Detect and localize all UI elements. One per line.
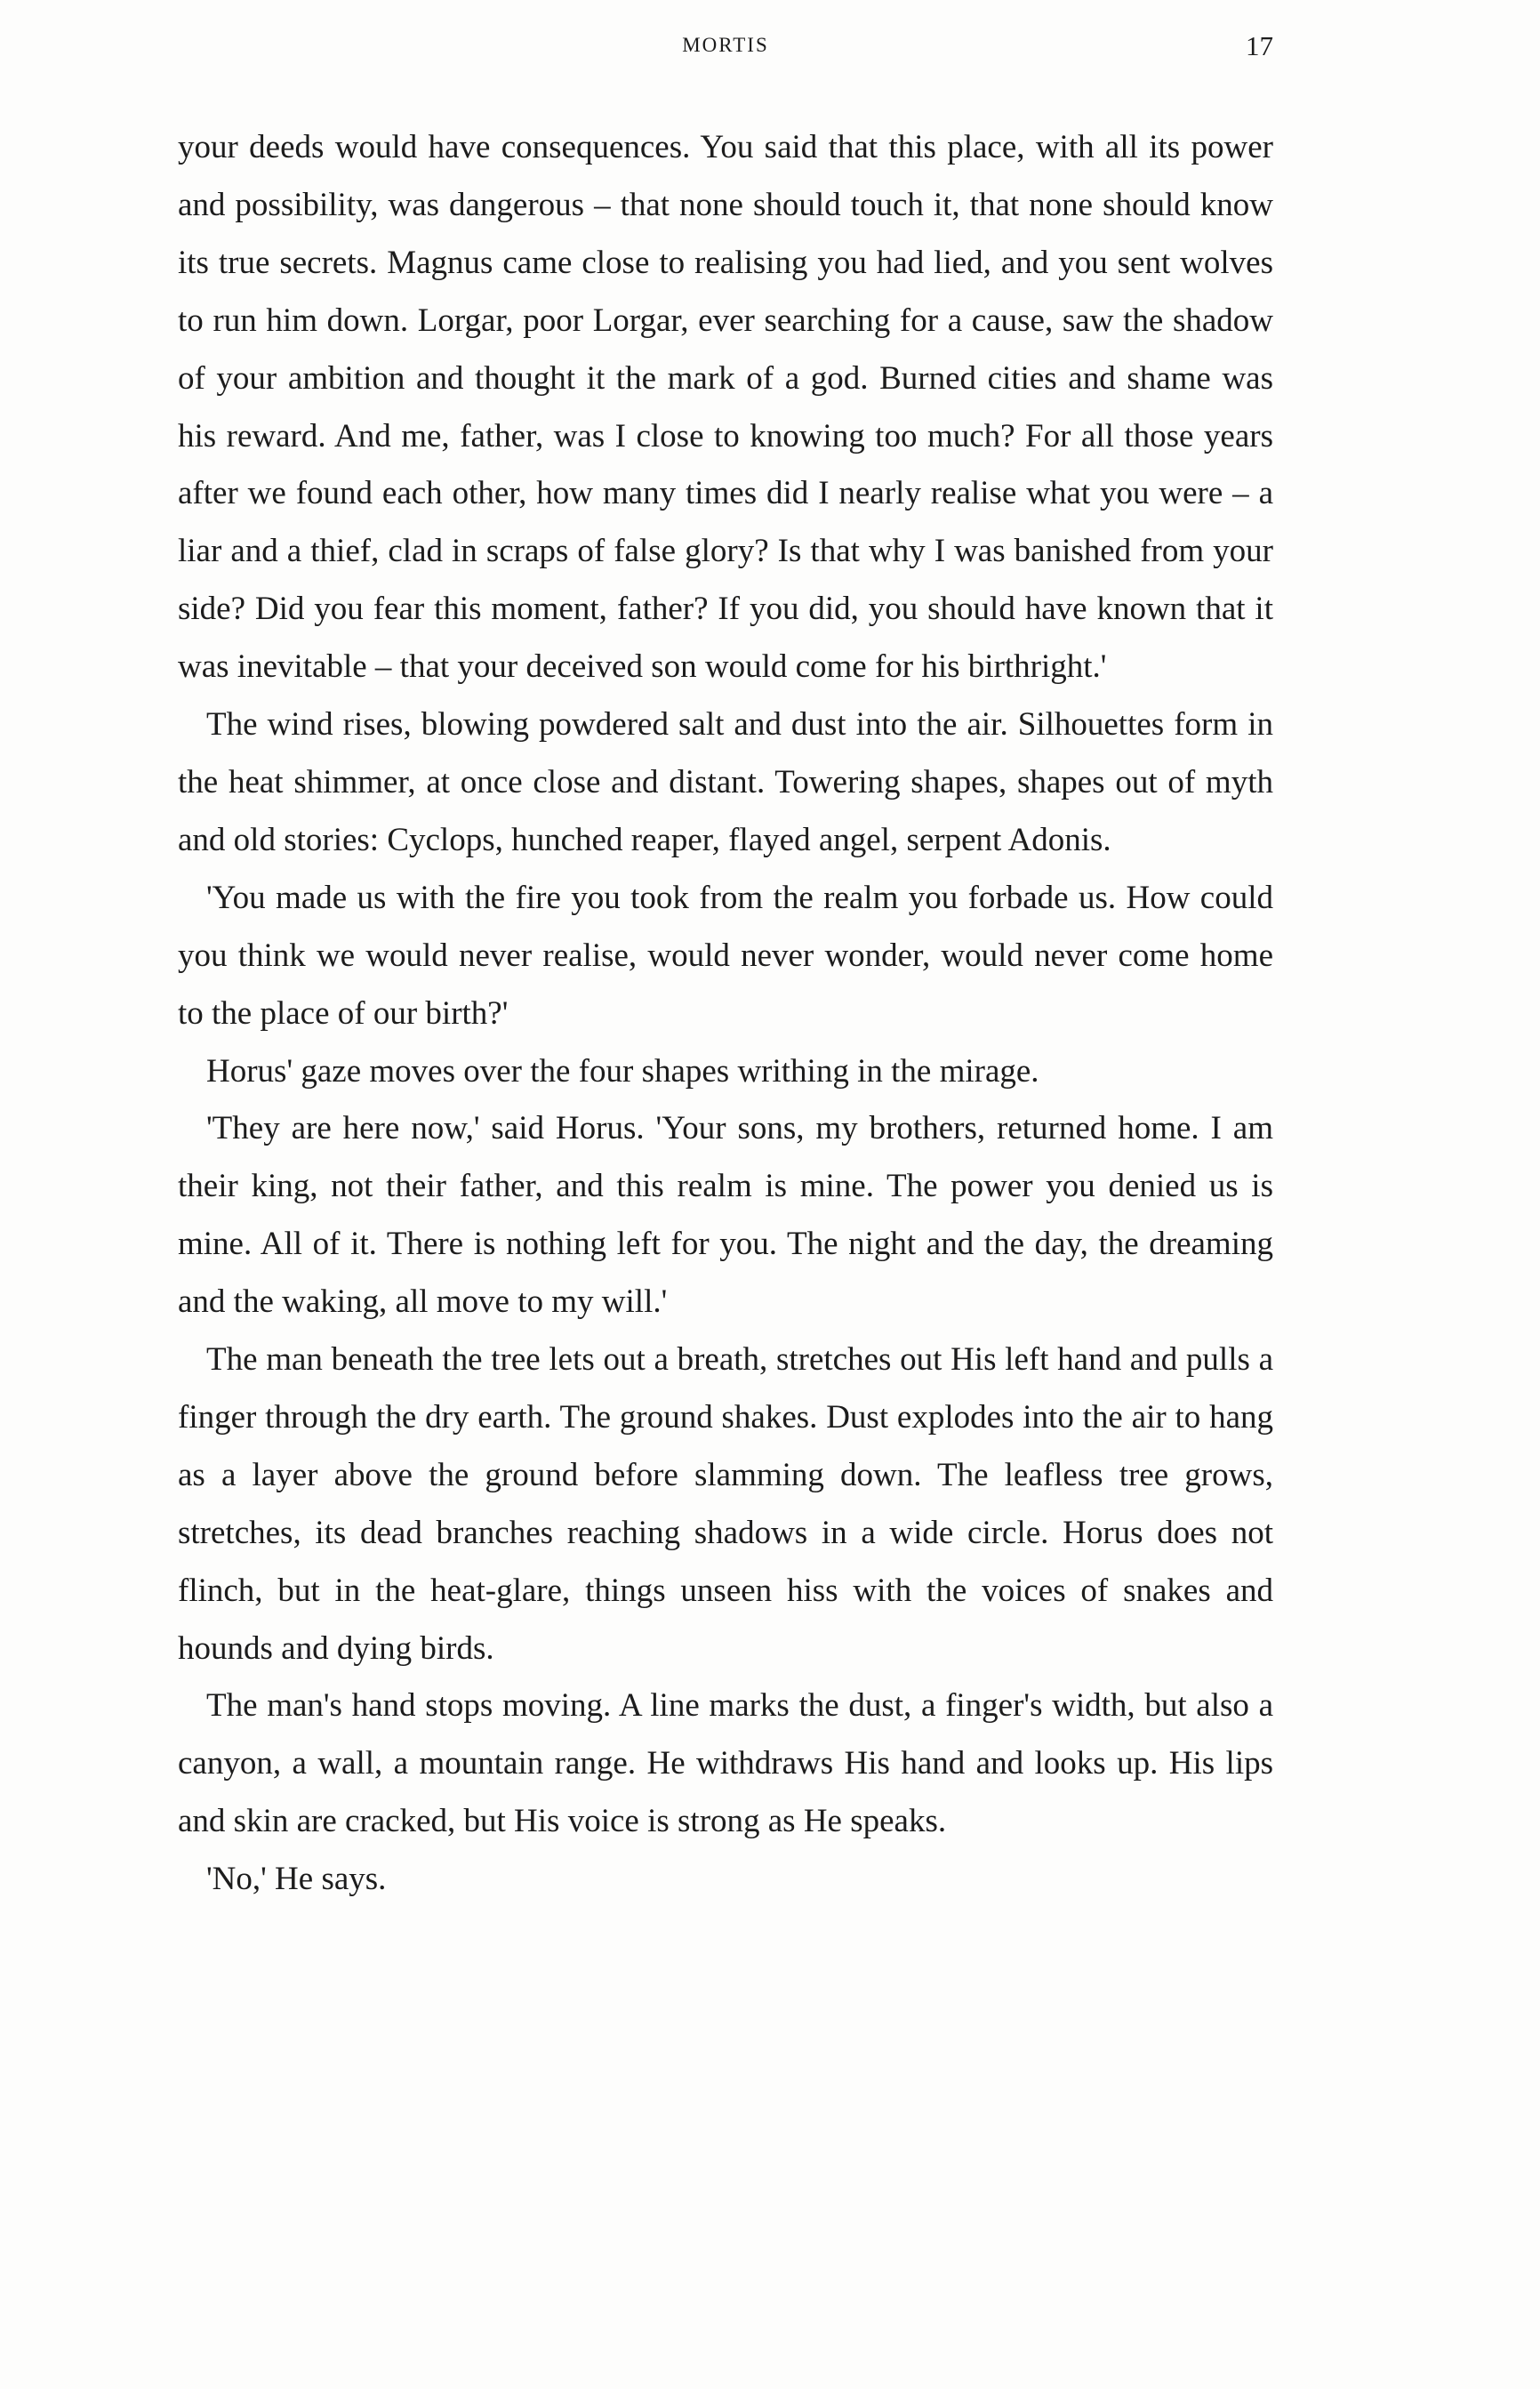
paragraph: The man's hand stops moving. A line marks the dust, a finger's width, but also a canyon, a wall, a mountain range. He withdraws His hand and looks up. His lips and skin are cracked, but His voice is strong as He speaks. <box>178 1687 1273 1840</box>
paragraph: Horus' gaze moves over the four shapes writhing in the mirage. <box>206 1052 1039 1090</box>
running-header <box>178 30 1273 66</box>
page-number: 17 <box>1246 30 1273 61</box>
paragraph: 'No,' He says. <box>206 1861 387 1898</box>
paragraph: The man beneath the tree lets out a breath, stretches out His left hand and pulls a finger through the dry earth. The ground shakes. Dust explodes into the air to hang as a layer above the ground before slamming down. The leafless tree grows, stretches, its dead branches reaching shadows in a wide circle. Horus does not flinch, but in the heat-glare, things unseen hiss with the voices of snakes and hounds and dying birds. <box>178 1341 1273 1667</box>
paragraph: 'You made us with the fire you took from the realm you forbade us. How could you think we would never realise, would never wonder, would never come home to the place of our birth?' <box>178 879 1273 1032</box>
body-text <box>178 119 1273 1909</box>
paragraph: 'They are here now,' said Horus. 'Your sons, my brothers, returned home. I am their king, not their father, and this realm is mine. The power you denied us is mine. All of it. There is nothing left for you. The night and the day, the dreaming and the waking, all move to my will.' <box>178 1110 1273 1321</box>
running-title: MORTIS <box>682 34 769 56</box>
paragraph: The wind rises, blowing powdered salt and dust into the air. Silhouettes form in the heat shimmer, at once close and distant. Towering shapes, shapes out of myth and old stories: Cyclops, hunched reaper, flayed angel, serpent Adonis. <box>178 706 1273 858</box>
paragraph: your deeds would have consequences. You said that this place, with all its power and possibility, was dangerous – that none should touch it, that none should know its true secrets. Magnus came close to realising you had lied, and you sent wolves to run him down. Lorgar, poor Lorgar, ever searching for a cause, saw the shadow of your ambition and thought it the mark of a god. Burned cities and shame was his reward. And me, father, was I close to knowing too much? For all those years after we found each other, how many times did I nearly realise what you were – a liar and a thief, clad in scraps of false glory? Is that why I was banished from your side? Did you fear this moment, father? If you did, you should have known that it was inevitable – that your deceived son would come for his birthright.' <box>178 129 1273 686</box>
